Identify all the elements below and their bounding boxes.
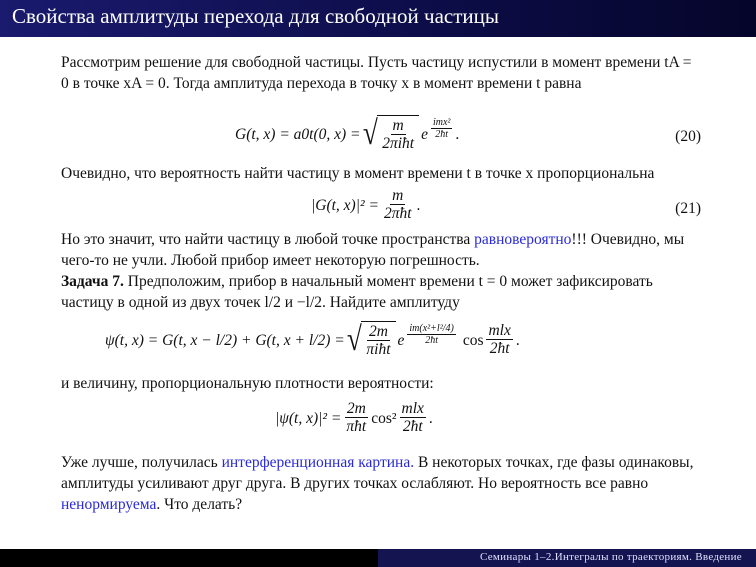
eq23-cden: 2ħt [402,418,423,435]
para5-text-c: . Что делать? [156,496,243,513]
para5-text-a: Уже лучше, получилась [61,454,218,471]
eq20-num: m [392,117,404,134]
equation-number-20: (20) [675,128,701,145]
paragraph-uniform [61,229,701,271]
eq20-exp-num: imx² [432,116,451,128]
paragraph-probability: Очевидно, что вероятность найти частицу в момент времени t в точке x пропорциональна [61,165,655,182]
link-interference[interactable]: интерференционная картина. [221,454,415,471]
eq22-cnum: mlx [488,322,511,339]
para5-text-b: В некоторых точках, где фазы одинаковы, амплитуды усиливают друг друга. В других точках ослабляют. Но вероятность все равно [61,454,694,492]
eq21-num: m [392,187,404,204]
eq22-lhs: ψ(t, x) = G(t, x − l/2) + G(t, x + l/2) = [105,331,345,349]
paragraph-intro: Рассмотрим решение для свободной частицы. Пусть частицу испустили в момент времени tA = 0 в точке xA = 0. Тогда амплитуда перехода в точку x в момент времени t равна [61,54,692,92]
link-non-normalizable[interactable]: ненормируема [61,496,157,513]
eq23-tail: . [428,409,433,427]
link-equiprobable[interactable]: равновероятно [474,231,572,248]
eq20-den: 2πiħt [382,135,415,152]
equation-number-21: (21) [675,200,701,217]
eq22-cden: 2ħt [489,340,510,357]
task-text: Предположим, прибор в начальный момент времени t = 0 может зафиксировать частицу в одной из двух точек l/2 и −l/2. Найдите амплитуду [61,273,653,311]
eq21-lhs: |G(t, x)|² = [311,196,379,214]
slide-content [61,52,701,515]
eq23-cos: cos² [371,409,397,427]
eq22-num: 2m [368,323,388,340]
equation-21 [61,187,701,229]
eq22-cos: cos [462,331,484,349]
equation-20: G(t, x) = a0t(0, x) = √ $\frac{m}{\text{2πiħt}}$ e $\frac{\text{imx²}}{2ħt}$ . (20) [235,115,701,152]
paragraph-density: и величину, пропорциональную плотности вероятности: [61,375,434,392]
footer-bar [0,549,756,567]
task-label: Задача 7. [61,273,124,290]
eq23-den: πħt [346,418,367,435]
para3-text-a: Но это значит, что найти частицу в любой точке пространства [61,231,471,248]
slide-title-bar [0,0,756,37]
footer-text: Семинары 1–2.Интегралы по траекториям. Введение [479,551,742,563]
eq22-exp-den: 2ħt [425,334,438,346]
eq21-tail: . [416,196,421,214]
para3-text-b: !!! Очевидно, мы чего-то не учли. Любой прибор имеет некоторую погрешность. [61,231,685,269]
eq20-lhs: G(t, x) = a0t(0, x) = [235,125,361,143]
eq22-exp-num: im(x²+l²/4) [409,322,454,334]
eq21-den: 2πħt [383,205,412,222]
equation-amplitude: ψ(t, x) = G(t, x − l/2) + G(t, x + l/2) = √ $\frac{2m}{\text{πiħt}}$ e $\frac{\text{im(x²+l²/4)}}{2ħt}$ cos $\frac{\text{mlx}}{2ħt}$ . [105,321,520,358]
eq22-den: πiħt [366,341,391,358]
paragraph-task [61,271,701,313]
eq23-lhs: |ψ(t, x)|² = [275,409,342,427]
eq22-tail: . [515,331,520,349]
eq23-num: 2m [346,400,366,417]
sqrt-symbol: √ $\frac{m}{\text{2πiħt}}$ [361,115,420,153]
eq23-cnum: mlx [401,400,424,417]
paragraph-conclusion [61,452,701,515]
slide-title: Свойства амплитуды перехода для свободной частицы [12,4,499,28]
eq20-exp-den: 2ħt [435,128,449,140]
equation-density [61,400,701,452]
eq20-tail: . [455,125,460,143]
